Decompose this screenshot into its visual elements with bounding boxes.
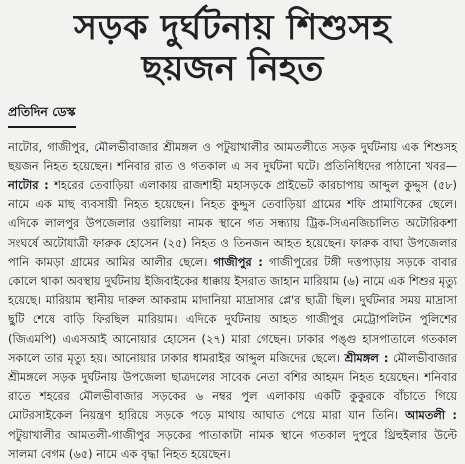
article-gazipur-text: গাজীপুরের টঙ্গী দত্তপাড়ায় সড়কে বাবার কোলে থাকা অবস্থায় দুর্ঘটনায় ইজিবাইকের ধাক্কায় ইসরাত জাহান মারিয়াম (৬) নামে এক শিশুর মৃত্যু হয়েছে। মারিয়াম স্থানীয় দারুল আকরাম মাদানিয়া মাদ্রাসার প্লে'র ছাত্রী ছিল। দুর্ঘটনার সময় মাদ্রাসা ছুটি শেষে বাড়ি ফিরছিল মারিয়াম। এদিকে দুর্ঘটনায় আহত গাজীপুর মেট্রোপলিটন পুলিশের (জিএমপি) এএসআই আনোয়ার হোসেন (২৭) মারা গেছেন। ঢাকার পঙ্গু হাসপাতালে গতকাল সকালে তার মৃত্যু হয়। আনোয়ার ঢাকার ধামরাইর আব্দুল মজিদের ছেলে। — [8, 254, 457, 365]
dateline-amtali: আমতলী : — [405, 408, 457, 423]
headline-line-2: ছয়জন নিহত — [141, 48, 324, 89]
article-sreemangal-text: মৌলভীবাজার শ্রীমঙ্গলে সড়ক দুর্ঘটনায় উপজেলা ছাত্রদলের সাবেক নেতা বশির আহমদ নিহত হয়েছেন। শনিবার রাতে শহরের মৌলভীবাজার সড়কের ৬ নম্বর পুল এলাকায় একটি কুকুরকে বাঁচাতে গিয়ে মোটরসাইকেল নিয়ন্ত্রণ হারিয়ে সড়কে পড়ে মাথায় আঘাত পেয়ে মারা যান তিনি। — [8, 350, 457, 423]
byline: প্রতিদিন ডেস্ক — [8, 104, 76, 128]
dateline-natore: নাটোর : — [8, 177, 49, 192]
article-natore-text: শহরের তেবাড়িয়া এলাকায় রাজশাহী মহাসড়কে প্রাইভেট কারচাপায় আব্দুল কুদ্দুস (৫৮) নামে এক মাছ ব্যবসায়ী নিহত হয়েছেন। নিহত কুদ্দুস তেবাড়িয়া গ্রামের শফি প্রামাণিকের ছেলে। এদিকে লালপুর উপজেলার ওয়ালিয়া নামক স্থানে গত সন্ধ্যায় ট্রিক-সিএনজিচালিত অটোরিকশা সংঘর্ষে অটোযাত্রী ফারুক হোসেন (২৫) নিহত ও তিনজন আহত হয়েছেন। ফারুক বাঘা উপজেলার পানি কামড়া গ্রামের আমির আলীর ছেলে। — [8, 177, 457, 269]
article-intro: নাটোর, গাজীপুর, মৌলভীবাজার শ্রীমঙ্গল ও পটুয়াখালীর আমতলীতে সড়ক দুর্ঘটনায় এক শিশুসহ ছয়জন নিহত হয়েছেন। শনিবার রাত ও গতকাল এ সব দুর্ঘটনা ঘটে। প্রতিনিধিদের পাঠানো খবর— — [8, 139, 457, 173]
headline-line-1: সড়ক দুর্ঘটনায় শিশুসহ — [73, 8, 392, 48]
dateline-gazipur: গাজীপুর : — [213, 254, 263, 269]
article-body — [8, 138, 457, 464]
headline — [8, 10, 457, 88]
dateline-sreemangal: শ্রীমঙ্গল : — [344, 350, 389, 365]
article-amtali-text: পটুয়াখালীর আমতলী-গাজীপুর সড়কের পাতাকাটা নামক স্থানে গতকাল দুপুরে থ্রিহুইলার উল্টে সালমা বেগম (৬৫) নামে এক বৃদ্ধা নিহত হয়েছেন। — [8, 427, 457, 461]
